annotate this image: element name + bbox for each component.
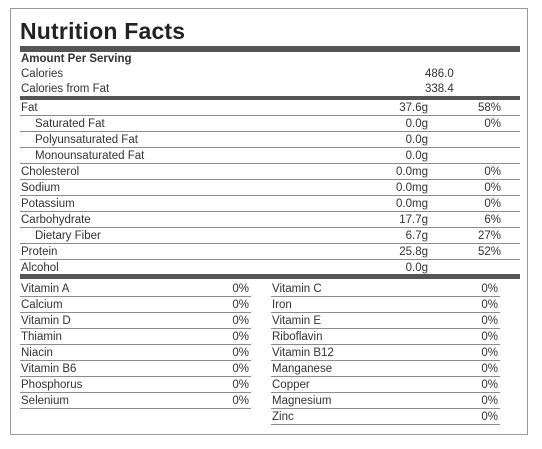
nutrient-label: Sodium xyxy=(21,182,60,194)
vitamin-daily-value: 0% xyxy=(481,299,498,311)
vitamin-daily-value: 0% xyxy=(481,411,498,423)
nutrient-row xyxy=(20,212,520,228)
calories-from-fat-label: Calories from Fat xyxy=(21,83,110,95)
nutrient-daily-value: 52% xyxy=(477,246,501,258)
nutrient-amount: 0.0mg xyxy=(396,166,428,178)
vitamin-label: Zinc xyxy=(272,411,294,423)
vitamin-row xyxy=(20,345,251,361)
vitamin-label: Copper xyxy=(272,379,310,391)
nutrient-amount: 0.0mg xyxy=(396,198,428,210)
vitamin-daily-value: 0% xyxy=(232,395,249,407)
nutrient-amount: 0.0g xyxy=(405,118,428,130)
nutrient-row xyxy=(20,100,520,116)
vitamin-label: Vitamin D xyxy=(21,315,71,327)
nutrient-row xyxy=(20,116,520,132)
nutrient-label: Carbohydrate xyxy=(21,214,91,226)
vitamins-divider xyxy=(20,274,520,279)
nutrient-amount: 25.8g xyxy=(399,246,428,258)
vitamin-label: Thiamin xyxy=(21,331,62,343)
vitamin-daily-value: 0% xyxy=(481,379,498,391)
calories-from-fat-value: 338.4 xyxy=(425,83,454,95)
vitamin-row xyxy=(20,361,251,377)
vitamin-daily-value: 0% xyxy=(232,315,249,327)
nutrient-amount: 0.0g xyxy=(405,262,428,274)
nutrient-label: Protein xyxy=(21,246,58,258)
nutrient-row xyxy=(20,164,520,180)
vitamin-daily-value: 0% xyxy=(481,331,498,343)
nutrient-label: Saturated Fat xyxy=(35,118,105,130)
nutrient-row xyxy=(20,132,520,148)
nutrient-label: Alcohol xyxy=(21,262,59,274)
nutrient-daily-value: 0% xyxy=(484,198,501,210)
vitamin-daily-value: 0% xyxy=(481,315,498,327)
vitamin-row xyxy=(271,329,500,345)
vitamin-label: Vitamin E xyxy=(272,315,322,327)
nutrient-row xyxy=(20,180,520,196)
nutrient-label: Potassium xyxy=(21,198,75,210)
nutrient-label: Monounsaturated Fat xyxy=(35,150,145,162)
vitamin-row xyxy=(271,297,500,313)
nutrient-daily-value: 6% xyxy=(484,214,501,226)
vitamin-label: Niacin xyxy=(21,347,53,359)
nutrient-daily-value: 27% xyxy=(477,230,501,242)
nutrient-amount: 0.0mg xyxy=(396,182,428,194)
vitamin-daily-value: 0% xyxy=(232,347,249,359)
vitamin-row xyxy=(20,377,251,393)
nutrient-daily-value: 0% xyxy=(484,166,501,178)
nutrient-label: Cholesterol xyxy=(21,166,80,178)
nutrient-amount: 0.0g xyxy=(405,150,428,162)
row-divider xyxy=(271,424,500,425)
vitamin-label: Manganese xyxy=(272,363,333,375)
nutrient-amount: 37.6g xyxy=(399,102,428,114)
nutrient-label: Polyunsaturated Fat xyxy=(35,134,138,146)
nutrient-amount: 6.7g xyxy=(405,230,428,242)
vitamin-daily-value: 0% xyxy=(481,283,498,295)
nutrient-daily-value: 58% xyxy=(477,102,501,114)
vitamin-daily-value: 0% xyxy=(481,347,498,359)
nutrient-amount: 0.0g xyxy=(405,134,428,146)
vitamin-row xyxy=(271,409,500,425)
nutrient-row xyxy=(20,196,520,212)
vitamin-row xyxy=(20,281,251,297)
nutrition-facts-panel xyxy=(10,8,528,435)
calories-label: Calories xyxy=(21,68,64,80)
vitamin-label: Vitamin B12 xyxy=(272,347,334,359)
vitamin-daily-value: 0% xyxy=(232,363,249,375)
vitamin-daily-value: 0% xyxy=(481,363,498,375)
nutrient-row xyxy=(20,148,520,164)
vitamin-row xyxy=(271,361,500,377)
nutrient-label: Fat xyxy=(21,102,38,114)
vitamin-daily-value: 0% xyxy=(232,379,249,391)
calories-value: 486.0 xyxy=(425,68,454,80)
vitamin-label: Iron xyxy=(272,299,292,311)
title-divider xyxy=(20,46,520,52)
vitamin-label: Phosphorus xyxy=(21,379,83,391)
vitamin-row xyxy=(271,281,500,297)
amount-per-serving-heading: Amount Per Serving xyxy=(21,53,132,65)
vitamin-row xyxy=(20,393,251,409)
vitamin-row xyxy=(271,313,500,329)
vitamin-row xyxy=(271,393,500,409)
nutrient-amount: 17.7g xyxy=(399,214,428,226)
nutrient-row xyxy=(20,244,520,260)
vitamin-row xyxy=(20,297,251,313)
vitamin-label: Calcium xyxy=(21,299,63,311)
vitamin-label: Vitamin A xyxy=(21,283,70,295)
calories-from-fat-row xyxy=(20,81,520,97)
vitamin-daily-value: 0% xyxy=(232,283,249,295)
vitamin-label: Riboflavin xyxy=(272,331,323,343)
vitamin-daily-value: 0% xyxy=(232,331,249,343)
vitamin-label: Magnesium xyxy=(272,395,332,407)
nutrient-daily-value: 0% xyxy=(484,118,501,130)
vitamin-label: Vitamin C xyxy=(272,283,322,295)
nutrient-daily-value: 0% xyxy=(484,182,501,194)
vitamin-row xyxy=(271,377,500,393)
vitamin-label: Vitamin B6 xyxy=(21,363,77,375)
vitamin-daily-value: 0% xyxy=(232,299,249,311)
vitamin-row xyxy=(271,345,500,361)
nutrition-facts-title: Nutrition Facts xyxy=(20,18,186,44)
row-divider xyxy=(20,408,251,409)
nutrient-label: Dietary Fiber xyxy=(35,230,101,242)
calories-row xyxy=(20,66,520,82)
vitamin-label: Selenium xyxy=(21,395,69,407)
vitamin-row xyxy=(20,329,251,345)
nutrient-row xyxy=(20,228,520,244)
vitamin-daily-value: 0% xyxy=(481,395,498,407)
vitamin-row xyxy=(20,313,251,329)
